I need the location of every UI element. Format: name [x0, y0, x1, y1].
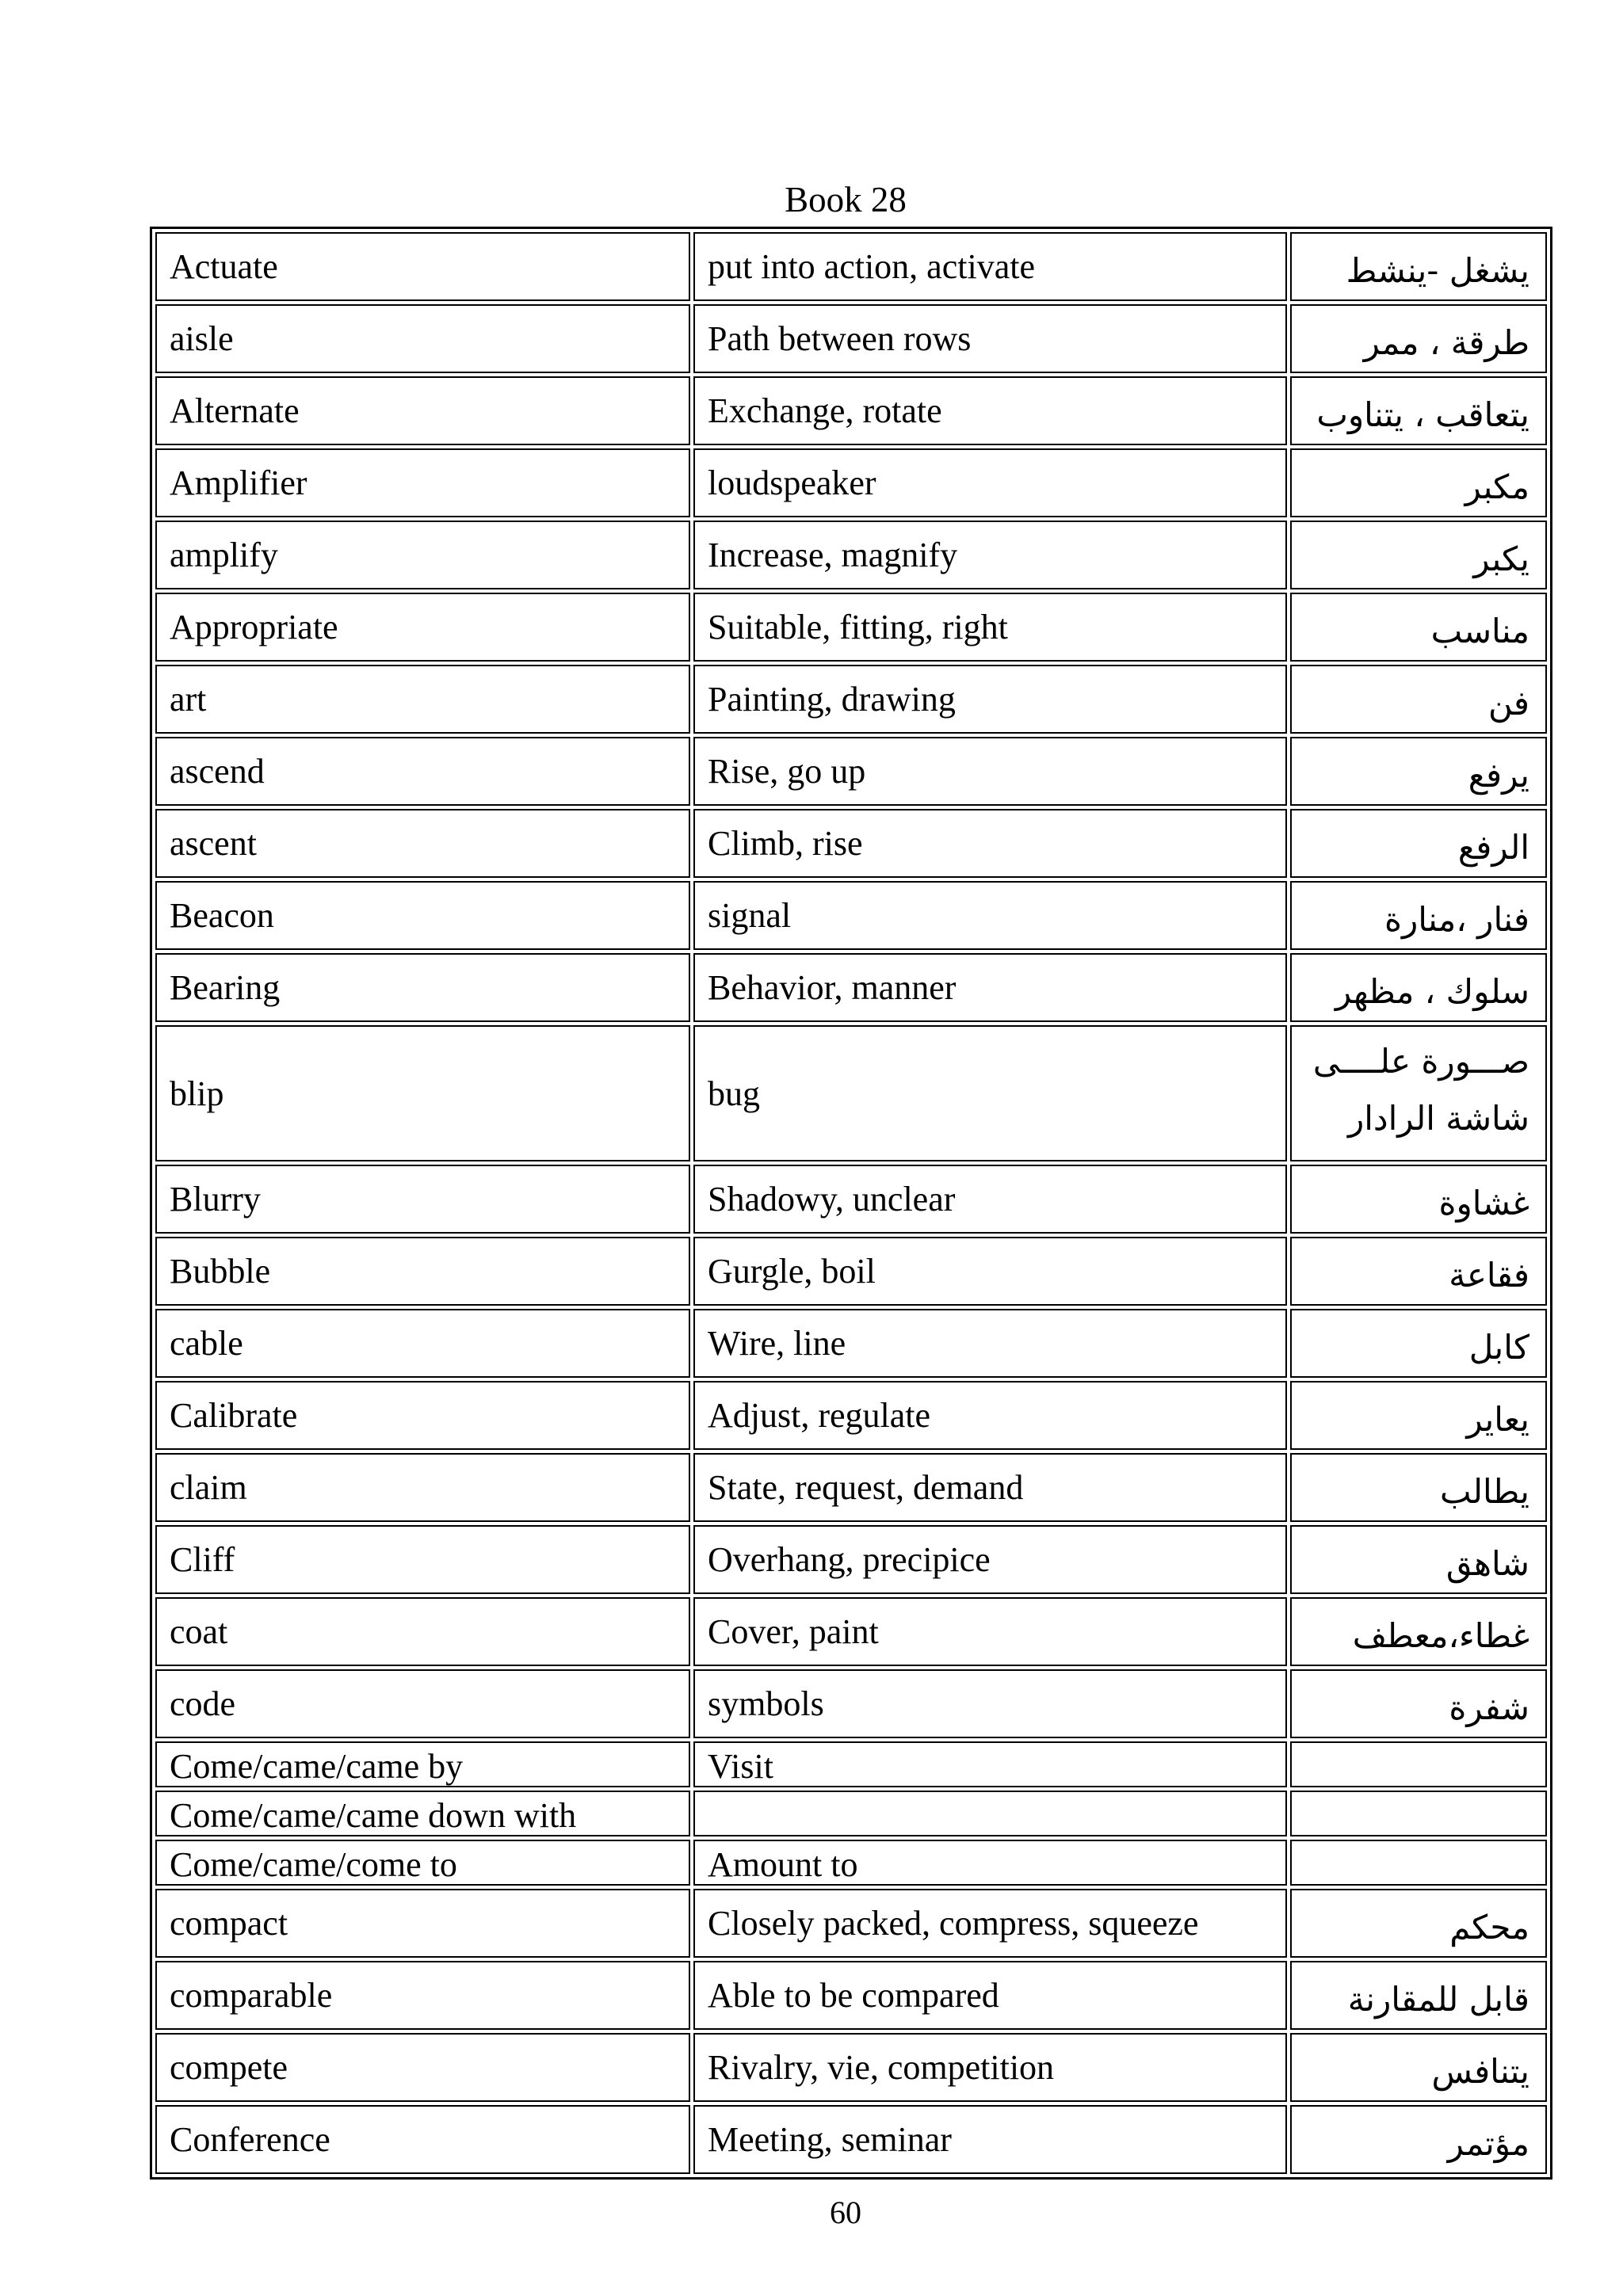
table-row [154, 1959, 1549, 2031]
meaning-cell: Gurgle, boil [693, 1237, 1287, 1306]
table-row [154, 663, 1549, 735]
arabic-cell: مؤتمر [1290, 2105, 1547, 2174]
meaning-cell: State, request, demand [693, 1453, 1287, 1522]
table-row [154, 735, 1549, 807]
arabic-cell: يتنافس [1290, 2033, 1547, 2102]
meaning-cell: Amount to [693, 1840, 1287, 1886]
arabic-cell: شاهق [1290, 1525, 1547, 1594]
meaning-cell: Overhang, precipice [693, 1525, 1287, 1594]
arabic-cell: مناسب [1290, 593, 1547, 662]
table-row [154, 303, 1549, 375]
word-cell: Beacon [155, 881, 690, 950]
arabic-cell: يرفع [1290, 737, 1547, 806]
word-cell: Calibrate [155, 1381, 690, 1450]
arabic-cell: صـــورة علــــى شاشة الرادار [1290, 1025, 1547, 1161]
word-cell: Come/came/come to [155, 1840, 690, 1886]
meaning-cell: Rivalry, vie, competition [693, 2033, 1287, 2102]
table-row [154, 231, 1549, 303]
table-row [154, 2031, 1549, 2103]
word-cell: Appropriate [155, 593, 690, 662]
meaning-cell: Shadowy, unclear [693, 1165, 1287, 1234]
arabic-cell [1290, 1741, 1547, 1787]
table-row [154, 1379, 1549, 1451]
word-cell: compact [155, 1889, 690, 1958]
table-row [154, 807, 1549, 879]
table-row [154, 1596, 1549, 1668]
word-cell: Cliff [155, 1525, 690, 1594]
meaning-cell: put into action, activate [693, 232, 1287, 301]
meaning-cell: Rise, go up [693, 737, 1287, 806]
table-row [154, 1451, 1549, 1524]
arabic-cell: محكم [1290, 1889, 1547, 1958]
meaning-cell: Wire, line [693, 1309, 1287, 1378]
table-row [154, 1668, 1549, 1740]
word-cell: cable [155, 1309, 690, 1378]
arabic-cell: طرقة ، ممر [1290, 304, 1547, 373]
word-cell: compete [155, 2033, 690, 2102]
word-cell: aisle [155, 304, 690, 373]
arabic-cell: فنار ،منارة [1290, 881, 1547, 950]
table-row [154, 519, 1549, 591]
table-row [154, 2103, 1549, 2176]
word-cell: blip [155, 1025, 690, 1161]
meaning-cell: Behavior, manner [693, 953, 1287, 1022]
arabic-cell: يتعاقب ، يتناوب [1290, 376, 1547, 445]
table-row [154, 1789, 1549, 1838]
word-cell: art [155, 665, 690, 734]
word-cell: code [155, 1669, 690, 1738]
arabic-cell: يطالب [1290, 1453, 1547, 1522]
word-cell: Conference [155, 2105, 690, 2174]
page-title: Book 28 [785, 180, 907, 219]
table-row [154, 952, 1549, 1024]
arabic-cell: غطاء،معطف [1290, 1597, 1547, 1666]
meaning-cell: loudspeaker [693, 448, 1287, 517]
meaning-cell: Path between rows [693, 304, 1287, 373]
meaning-cell: Closely packed, compress, squeeze [693, 1889, 1287, 1958]
word-cell: Bubble [155, 1237, 690, 1306]
vocabulary-table [150, 227, 1552, 2180]
arabic-cell: مكبر [1290, 448, 1547, 517]
word-cell: comparable [155, 1961, 690, 2030]
arabic-cell: الرفع [1290, 809, 1547, 878]
table-row [154, 1024, 1549, 1163]
meaning-cell: Adjust, regulate [693, 1381, 1287, 1450]
word-cell: amplify [155, 521, 690, 589]
arabic-cell: كابل [1290, 1309, 1547, 1378]
meaning-cell: Cover, paint [693, 1597, 1287, 1666]
arabic-cell: سلوك ، مظهر [1290, 953, 1547, 1022]
table-row [154, 1307, 1549, 1379]
meaning-cell: Able to be compared [693, 1961, 1287, 2030]
word-cell: Come/came/came by [155, 1741, 690, 1787]
arabic-cell: يكبر [1290, 521, 1547, 589]
meaning-cell: signal [693, 881, 1287, 950]
arabic-cell: غشاوة [1290, 1165, 1547, 1234]
meaning-cell: bug [693, 1025, 1287, 1161]
table-row [154, 1163, 1549, 1235]
meaning-cell: Exchange, rotate [693, 376, 1287, 445]
table-row [154, 1838, 1549, 1887]
arabic-cell: يشغل -ينشط [1290, 232, 1547, 301]
table-row [154, 591, 1549, 663]
arabic-cell: فقاعة [1290, 1237, 1547, 1306]
word-cell: Bearing [155, 953, 690, 1022]
table-row [154, 447, 1549, 519]
word-cell: coat [155, 1597, 690, 1666]
word-cell: Blurry [155, 1165, 690, 1234]
meaning-cell [693, 1791, 1287, 1836]
word-cell: Alternate [155, 376, 690, 445]
arabic-cell: قابل للمقارنة [1290, 1961, 1547, 2030]
meaning-cell: Suitable, fitting, right [693, 593, 1287, 662]
meaning-cell: Meeting, seminar [693, 2105, 1287, 2174]
word-cell: claim [155, 1453, 690, 1522]
arabic-cell [1290, 1791, 1547, 1836]
table-row [154, 375, 1549, 447]
meaning-cell: Visit [693, 1741, 1287, 1787]
arabic-cell: شفرة [1290, 1669, 1547, 1738]
table-row [154, 1235, 1549, 1307]
page-number: 60 [830, 2195, 861, 2230]
table-row [154, 1524, 1549, 1596]
table-row [154, 879, 1549, 952]
meaning-cell: symbols [693, 1669, 1287, 1738]
arabic-cell [1290, 1840, 1547, 1886]
meaning-cell: Increase, magnify [693, 521, 1287, 589]
table-row [154, 1740, 1549, 1789]
meaning-cell: Climb, rise [693, 809, 1287, 878]
word-cell: ascent [155, 809, 690, 878]
word-cell: ascend [155, 737, 690, 806]
arabic-cell: فن [1290, 665, 1547, 734]
table-row [154, 1887, 1549, 1959]
word-cell: Amplifier [155, 448, 690, 517]
word-cell: Come/came/came down with [155, 1791, 690, 1836]
word-cell: Actuate [155, 232, 690, 301]
meaning-cell: Painting, drawing [693, 665, 1287, 734]
arabic-cell: يعاير [1290, 1381, 1547, 1450]
